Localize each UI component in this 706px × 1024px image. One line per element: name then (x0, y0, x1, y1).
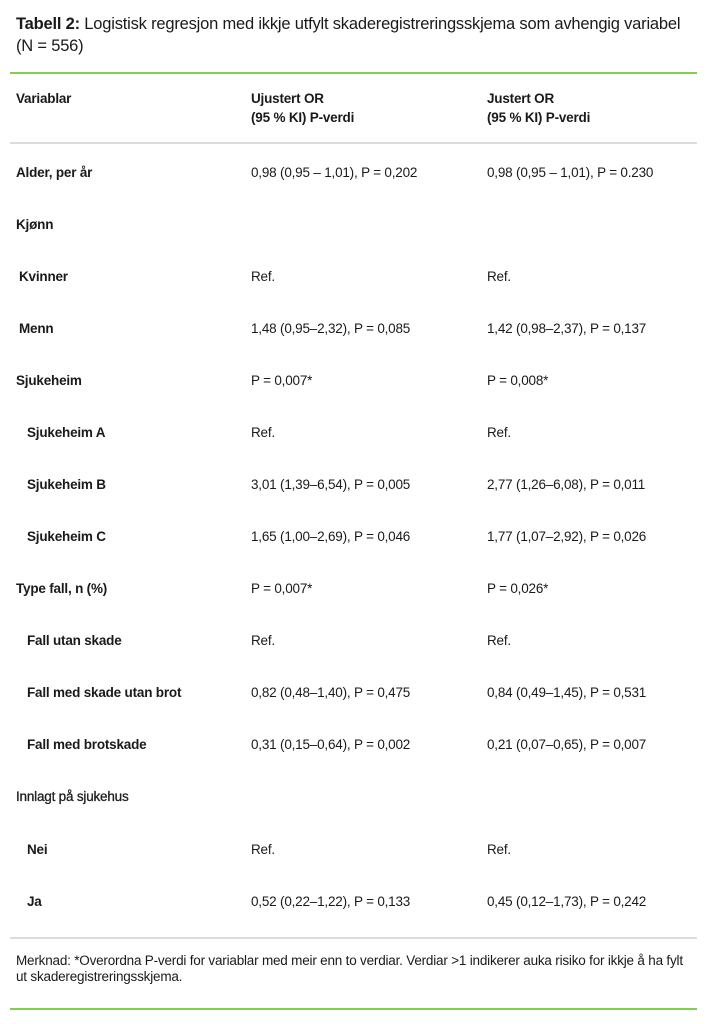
row-variable: Menn (19, 321, 54, 336)
row-variable: Sjukeheim C (27, 529, 106, 544)
row-adjusted: 0,84 (0,49–1,45), P = 0,531 (487, 685, 647, 700)
header-variablar: Variablar (16, 91, 72, 106)
row-unadjusted: 0,31 (0,15–0,64), P = 0,002 (251, 737, 411, 752)
row-adjusted: Ref. (487, 425, 511, 440)
row-adjusted: P = 0,026* (487, 581, 549, 596)
row-variable: Sjukeheim A (27, 425, 106, 440)
row-variable: Alder, per år (16, 165, 93, 180)
row-adjusted: 2,77 (1,26–6,08), P = 0,011 (487, 477, 646, 492)
row-variable: Fall utan skade (27, 633, 122, 648)
table-caption-text: Logistisk regresjon med ikkje utfylt skaderegistreringsskjema som avhengig variabel (N = 556) (16, 15, 681, 55)
row-unadjusted: 3,01 (1,39–6,54), P = 0,005 (251, 477, 411, 492)
row-unadjusted: P = 0,007* (251, 581, 313, 596)
header-adjusted-line1: Justert OR (487, 91, 555, 106)
row-adjusted: 1,77 (1,07–2,92), P = 0,026 (487, 529, 647, 544)
row-adjusted: P = 0,008* (487, 373, 549, 388)
row-unadjusted: Ref. (251, 842, 275, 857)
row-adjusted: 1,42 (0,98–2,37), P = 0,137 (487, 321, 647, 336)
row-variable: Sjukeheim B (27, 477, 106, 492)
row-adjusted: Ref. (487, 633, 511, 648)
row-variable: Fall med brotskade (27, 737, 147, 752)
row-unadjusted: Ref. (251, 633, 275, 648)
row-variable: Type fall, n (%) (16, 581, 108, 596)
table-caption-label: Tabell 2: (16, 15, 80, 33)
row-variable: Sjukeheim (16, 373, 82, 388)
header-unadjusted-line2: (95 % KI) P-verdi (251, 110, 355, 125)
row-variable: Ja (27, 894, 42, 909)
row-adjusted: 0,45 (0,12–1,73), P = 0,242 (487, 894, 647, 909)
top-accent-rule (10, 72, 697, 74)
bottom-accent-rule (10, 1008, 697, 1010)
row-unadjusted: 1,48 (0,95–2,32), P = 0,085 (251, 321, 411, 336)
row-variable: Nei (27, 842, 48, 857)
row-unadjusted: 0,98 (0,95 – 1,01), P = 0,202 (251, 165, 418, 180)
footer-divider (10, 937, 697, 939)
row-unadjusted: Ref. (251, 269, 275, 284)
row-adjusted: 0,21 (0,07–0,65), P = 0,007 (487, 737, 647, 752)
row-adjusted: Ref. (487, 269, 511, 284)
table-footnote: Merknad: *Overordna P-verdi for variablar med meir enn to verdiar. Verdiar >1 indikerer auka risiko for ikkje å ha fylt ut skaderegistreringsskjema. (16, 953, 683, 984)
row-unadjusted: Ref. (251, 425, 275, 440)
header-divider (10, 142, 697, 144)
header-adjusted-line2: (95 % KI) P-verdi (487, 110, 591, 125)
row-adjusted: 0,98 (0,95 – 1,01), P = 0.230 (487, 165, 654, 180)
row-unadjusted: 0,82 (0,48–1,40), P = 0,475 (251, 685, 411, 700)
row-variable: Innlagt på sjukehus (16, 789, 129, 804)
row-variable: Kjønn (16, 217, 54, 232)
row-unadjusted: 1,65 (1,00–2,69), P = 0,046 (251, 529, 411, 544)
row-unadjusted: P = 0,007* (251, 373, 313, 388)
row-adjusted: Ref. (487, 842, 511, 857)
row-variable: Fall med skade utan brot (27, 685, 182, 700)
row-variable: Kvinner (19, 269, 68, 284)
table-caption (16, 13, 696, 57)
row-unadjusted: 0,52 (0,22–1,22), P = 0,133 (251, 894, 411, 909)
header-unadjusted-line1: Ujustert OR (251, 91, 324, 106)
